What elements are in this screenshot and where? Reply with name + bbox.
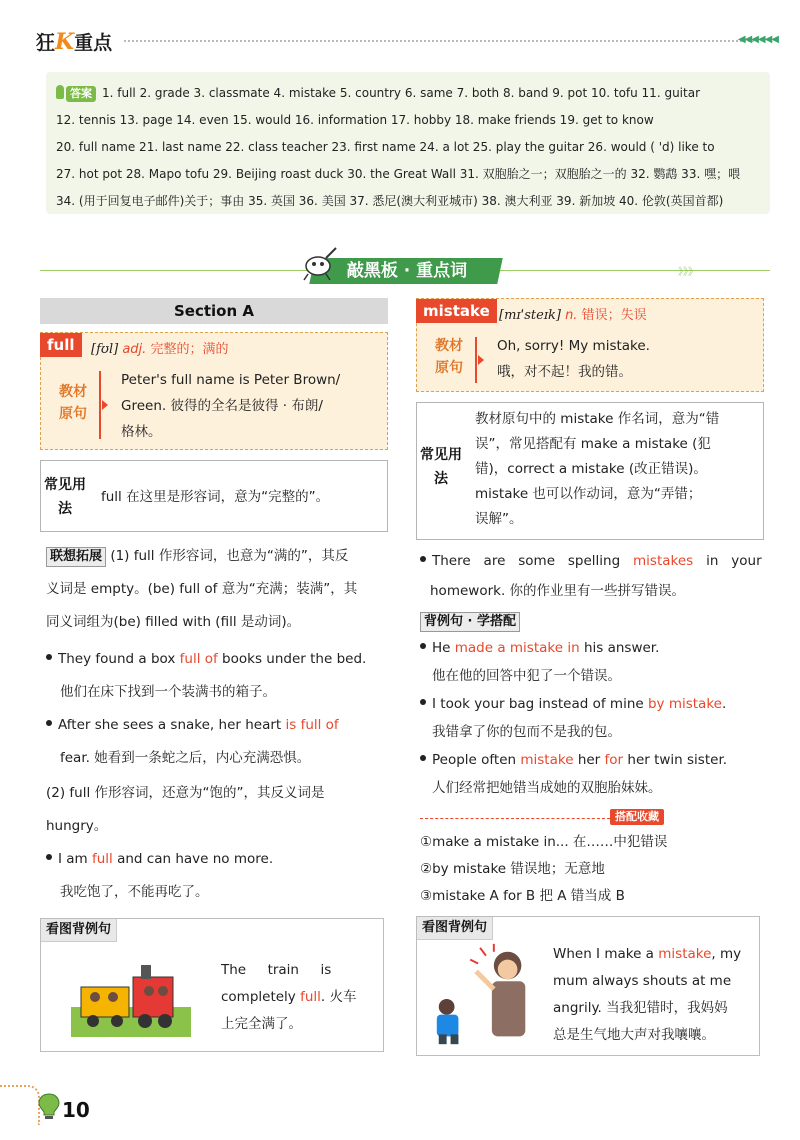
collocation-item: ①make a mistake in... 在……中犯错误: [420, 834, 668, 850]
orig-sentence-label: 教材原句: [59, 384, 87, 422]
picture-tab: 看图背例句: [417, 917, 493, 940]
picture-tab: 看图背例句: [41, 919, 117, 942]
picture-example-box: [40, 918, 384, 1052]
usage-label: 常见用法: [41, 471, 89, 523]
brand-logo: 狂K重点: [36, 29, 113, 55]
orig-sentence: Oh, sorry! My mistake. 哦，对不起！我的错。: [497, 338, 650, 380]
usage-box: [40, 460, 388, 532]
usage-box: [416, 402, 764, 540]
bullet-icon: [420, 699, 426, 705]
word-card-mistake: [416, 298, 764, 392]
word-tag: mistake: [416, 299, 497, 323]
page-header: [28, 22, 778, 62]
answer-line: 12. tennis 13. page 14. even 15. would 16. information 17. hobby 18. make friends 19. get to know: [56, 113, 654, 127]
example-sentence: After she sees a snake, her heart is full of fear. 她看到一条蛇之后，内心充满恐惧。: [46, 709, 388, 775]
bullet-icon: [420, 755, 426, 761]
bullet-icon: [46, 720, 52, 726]
extension-paragraph-2: (2) full 作形容词，还意为“饱的”，其反义词是 hungry。: [46, 785, 325, 834]
pointer-icon: [478, 355, 484, 365]
mascot-icon: [300, 242, 340, 282]
footer-decoration: [0, 1085, 40, 1125]
usage-text: full 在这里是形容词，意为“完整的”。: [101, 489, 330, 505]
header-divider: [124, 40, 758, 42]
recite-tag: 背例句 · 学搭配: [420, 610, 520, 632]
banner-title: 敲黑板 · 重点词: [346, 261, 468, 281]
lightbulb-icon: [38, 1093, 60, 1121]
word-tag: full: [40, 333, 82, 357]
word-card-full: [40, 332, 388, 450]
picture-example-box: [416, 916, 760, 1056]
divider-bar: [475, 337, 477, 383]
example-sentence: I took your bag instead of mine by mistake. 我错拿了你的包而不是我的包。: [420, 690, 766, 746]
example-sentence: He made a mistake in his answer. 他在他的回答中犯了一个错误。: [420, 634, 766, 690]
example-sentence: There are some spelling mistakes in your homework. 你的作业里有一些拼写错误。: [420, 546, 766, 606]
orig-sentence: Peter's full name is Peter Brown/ Green. 彼得的全名是彼得 · 布朗/ 格林。: [121, 372, 341, 440]
picture-caption: The train is completely full. 火车 上完全满了。: [221, 962, 357, 1032]
example-sentence: They found a box full of books under the bed. 他们在床下找到一个装满书的箱子。: [46, 643, 388, 709]
answer-line: 答案 1. full 2. grade 3. classmate 4. mistake 5. country 6. same 7. both 8. band 9. pot 10. tofu 11. guitar: [56, 80, 760, 107]
phonetic: [mɪˈsteɪk] n. 错误；失误: [499, 308, 647, 323]
extension-tag: 联想拓展: [46, 547, 106, 567]
orig-sentence-label: 教材原句: [435, 338, 463, 376]
header-arrows-icon: ◀◀◀◀◀◀: [737, 34, 778, 45]
banner-arrows-icon: 》》》: [678, 267, 698, 278]
answer-line: 27. hot pot 28. Mapo tofu 29. Beijing roast duck 30. the Great Wall 31. 双胞胎之一；双胞胎之一的 32. 鹦鹉 33. 嘿；喂: [56, 167, 741, 181]
angry-mum-illustration: [425, 941, 543, 1051]
phonetic: [fʊl] adj. 完整的；满的: [91, 342, 229, 357]
collocation-item: ②by mistake 错误地；无意地: [420, 861, 605, 877]
bullet-icon: [46, 854, 52, 860]
pointer-icon: [102, 400, 108, 410]
bullet-icon: [420, 643, 426, 649]
example-sentence: People often mistake her for her twin sister. 人们经常把她错当成她的双胞胎妹妹。: [420, 746, 766, 802]
answer-line: 20. full name 21. last name 22. class teacher 23. first name 24. a lot 25. play the guitar 26. would ( 'd) like to: [56, 140, 715, 154]
divider-bar: [99, 371, 101, 439]
usage-text: 教材原句中的 mistake 作名词，意为“错 误”，常见搭配有 make a mistake (犯 错)，correct a mistake (改正错误)。 mistake 也可以作动词，意为“弄错； 误解”。: [475, 411, 720, 527]
example-sentence: I am full and can have no more. 我吃饱了，不能再吃了。: [46, 843, 388, 909]
page-number: 10: [62, 1098, 90, 1122]
picture-caption: When I make a mistake, my mum always shouts at me angrily. 当我犯错时，我妈妈 总是生气地大声对我嚷嚷。: [553, 946, 742, 1043]
collection-tag: 搭配收藏: [610, 809, 664, 825]
collocation-item: ③mistake A for B 把 A 错当成 B: [420, 888, 625, 904]
collection-rule: [420, 818, 610, 819]
extension-paragraph: 联想拓展 (1) full 作形容词，也意为“满的”，其反 义词是 empty。(be) full of 意为“充满；装满”，其 同义词组为(be) filled with (fill 是动词)。: [46, 548, 358, 630]
section-title: Section A: [40, 298, 388, 324]
answer-line: 34. (用于回复电子邮件)关于；事由 35. 英国 36. 美国 37. 悉尼(澳大利亚城市) 38. 澳大利亚 39. 新加坡 40. 伦敦(英国首都): [56, 194, 724, 208]
bullet-icon: [46, 654, 52, 660]
lightbulb-icon: [56, 85, 64, 99]
train-illustration: [71, 947, 191, 1037]
answer-key-box: [46, 72, 770, 214]
answer-badge: 答案: [66, 86, 96, 102]
bullet-icon: [420, 556, 426, 562]
usage-label: 常见用法: [417, 443, 465, 499]
